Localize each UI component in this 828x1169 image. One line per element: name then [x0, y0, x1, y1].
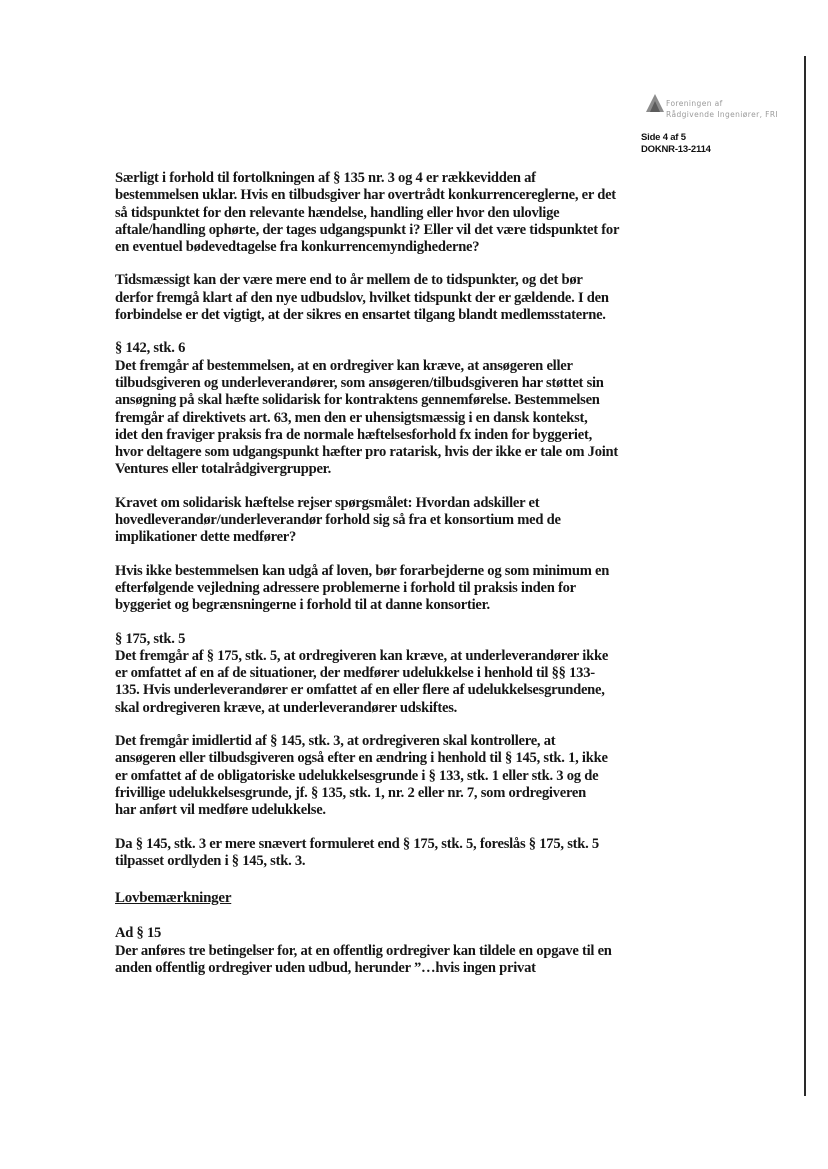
text-line: frivillige udelukkelsesgrunde, jf. § 135, stk. 1, nr. 2 eller nr. 7, som ordregiveren — [115, 784, 587, 801]
text-line: Det fremgår af § 175, stk. 5, at ordregiveren kan kræve, at underleverandører ikke — [115, 647, 609, 664]
text-line: hovedleverandør/underleverandør forhold sig så fra et konsortium med de — [115, 512, 561, 529]
text-line: Da § 145, stk. 3 er mere snævert formuleret end § 175, stk. 5, foreslås § 175, stk. 5 — [115, 835, 599, 852]
text-line: aftale/handling ophørte, der tages udgangspunkt i? Eller vil det være tidspunktet for — [115, 221, 620, 238]
heading-142: § 142, stk. 6 — [115, 340, 186, 357]
text-line: efterfølgende vejledning adressere problemerne i forhold til praksis inden for — [115, 579, 576, 596]
text-line: tilpasset ordlyden i § 145, stk. 3. — [115, 852, 306, 869]
paragraph-4 — [115, 495, 637, 547]
text-line: Der anføres tre betingelser for, at en offentlig ordregiver kan tildele en opgave til en — [115, 942, 612, 959]
text-line: har anført vil medføre udelukkelse. — [115, 802, 326, 819]
text-line: idet den fraviger praksis fra de normale hæftelsesforhold fx inden for byggeriet, — [115, 426, 592, 443]
text-line: en eventuel bødevedtagelse fra konkurrencemyndighederne? — [115, 239, 480, 256]
text-line: Det fremgår imidlertid af § 145, stk. 3, at ordregiveren skal kontrollere, at — [115, 733, 556, 750]
text-line: er omfattet af en af de situationer, der medfører udelukkelse i henhold til §§ 133- — [115, 665, 595, 682]
text-line: tilbudsgiveren og underleverandører, som ansøgeren/tilbudsgiveren har støttet sin — [115, 374, 604, 391]
paragraph-8 — [115, 836, 637, 871]
text-line: ansøgning på skal hæfte solidarisk for kontraktens gennemførelse. Bestemmelsen — [115, 392, 600, 409]
page-number: Side 4 af 5 — [641, 132, 686, 143]
text-line: Særligt i forhold til fortolkningen af § 135 nr. 3 og 4 er rækkevidden af — [115, 170, 536, 186]
text-line: derfor fremgå klart af den nye udbudslov, hvilket tidspunkt der er gældende. I den — [115, 289, 609, 306]
section-lovbemaerkninger — [115, 890, 637, 907]
text-line: Hvis ikke bestemmelsen kan udgå af loven, bør forarbejderne og som minimum en — [115, 562, 610, 579]
paragraph-7 — [115, 733, 637, 819]
text-line: fremgår af direktivets art. 63, men den er uhensigtsmæssig i en dansk kontekst, — [115, 409, 588, 426]
logo-line-1: Foreningen af — [666, 99, 723, 108]
text-line: er omfattet af de obligatoriske udelukkelsesgrunde i § 133, stk. 1 eller stk. 3 og de — [115, 767, 599, 784]
text-line: implikationer dette medfører? — [115, 529, 297, 546]
text-line: Kravet om solidarisk hæftelse rejser spørgsmålet: Hvordan adskiller et — [115, 494, 540, 511]
section-ad-15 — [115, 925, 637, 977]
section-142 — [115, 340, 637, 478]
text-line: så tidspunktet for den relevante hændelse, handling eller hvor den ulovlige — [115, 204, 560, 221]
text-line: skal ordregiveren kræve, at underleverandører udskiftes. — [115, 699, 458, 716]
text-line: hvor deltagere som udgangspunkt hæfter pro ratarisk, hvis der ikke er tale om Joint — [115, 444, 619, 461]
margin-rule — [804, 56, 806, 1096]
text-line: forbindelse er det vigtigt, at der sikres en ensartet tilgang blandt medlemsstaterne. — [115, 307, 606, 324]
organization-logo — [644, 92, 794, 128]
text-line: byggeriet og begrænsningerne i forhold til at danne konsortier. — [115, 597, 490, 614]
document-body — [115, 170, 637, 977]
text-line: Ventures eller totalrådgivergrupper. — [115, 461, 331, 478]
text-line: ansøgeren eller tilbudsgiveren også efter en ændring i henhold til § 145, stk. 1, ikke — [115, 750, 608, 767]
text-line: bestemmelsen uklar. Hvis en tilbudsgiver har overtrådt konkurrencereglerne, er det — [115, 187, 616, 204]
paragraph-2 — [115, 272, 637, 324]
section-title: Lovbemærkninger — [115, 890, 232, 907]
logo-text — [666, 98, 778, 120]
document-meta — [641, 132, 711, 156]
paragraph-5 — [115, 563, 637, 615]
document-id: DOKNR-13-2114 — [641, 144, 711, 155]
heading-175: § 175, stk. 5 — [115, 630, 186, 647]
text-line: Tidsmæssigt kan der være mere end to år mellem de to tidspunkter, og det bør — [115, 272, 583, 289]
logo-line-2: Rådgivende Ingeniører, FRI — [666, 110, 779, 119]
section-175 — [115, 631, 637, 717]
paragraph-1 — [115, 170, 637, 256]
text-line: 135. Hvis underleverandører er omfattet af en eller flere af udelukkelsesgrundene, — [115, 682, 605, 699]
heading-ad-15: Ad § 15 — [115, 925, 162, 942]
text-line: Det fremgår af bestemmelsen, at en ordregiver kan kræve, at ansøgeren eller — [115, 357, 573, 374]
triangle-logo-icon — [644, 92, 666, 114]
text-line: anden offentlig ordregiver uden udbud, herunder ”…hvis ingen privat — [115, 959, 536, 976]
